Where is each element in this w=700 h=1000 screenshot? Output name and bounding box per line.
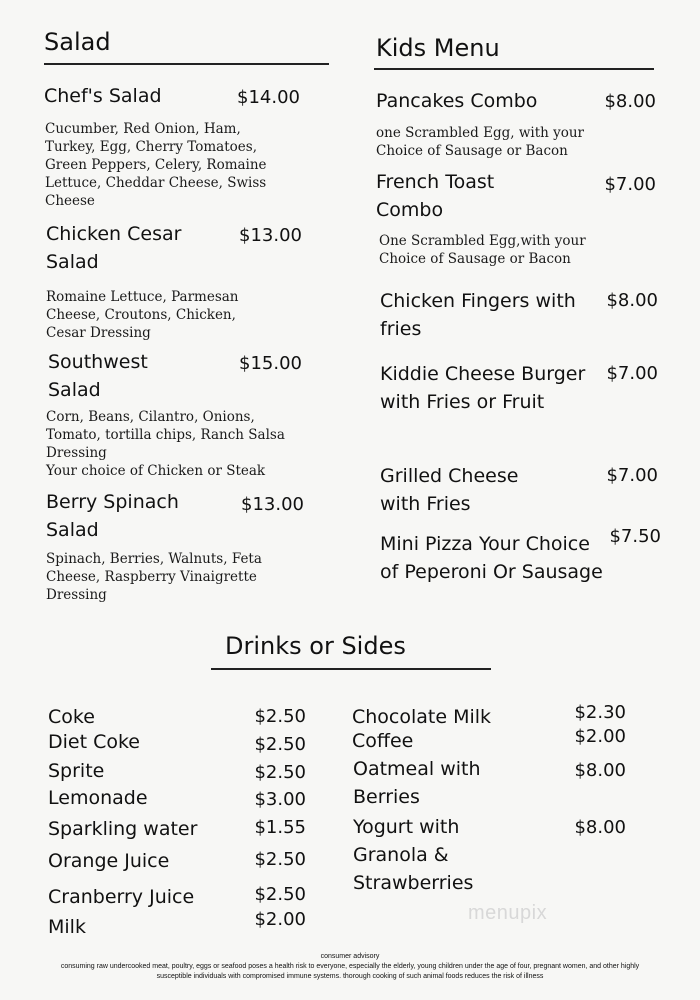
- mini-pizza-name: Mini Pizza Your Choice of Peperoni Or Sausage: [380, 533, 603, 583]
- drink-cranberry-juice-price: $2.50: [254, 884, 306, 905]
- drink-sprite-name: Sprite: [48, 760, 105, 782]
- drink-cranberry-juice-name: Cranberry Juice: [48, 886, 195, 908]
- side-coffee-price: $2.00: [574, 726, 626, 747]
- chicken-cesar-salad-price: $13.00: [239, 225, 302, 246]
- chefs-salad-price: $14.00: [237, 87, 300, 108]
- advisory-text: consuming raw undercooked meat, poultry, eggs or seafood poses a health risk to everyone, especially the elderly, young children under the age of four, pregnant women, and other highly susceptible individuals with compromised immune systems. thorough cooking of such animal foods reduces the risk of illness: [60, 963, 640, 980]
- french-toast-combo-name: French Toast Combo: [376, 171, 495, 221]
- drink-sparkling-water-name: Sparkling water: [48, 818, 198, 840]
- french-toast-combo-desc: One Scrambled Egg,with your Choice of Sausage or Bacon: [379, 233, 586, 267]
- chefs-salad-desc: Cucumber, Red Onion, Ham, Turkey, Egg, Cherry Tomatoes, Green Peppers, Celery, Romaine Lettuce, Cheddar Cheese, Swiss Cheese: [45, 121, 267, 209]
- southwest-salad-price: $15.00: [239, 353, 302, 374]
- chicken-fingers-price: $8.00: [606, 290, 658, 311]
- side-oatmeal-price: $8.00: [574, 760, 626, 781]
- drink-coke-name: Coke: [48, 706, 95, 728]
- side-coffee-name: Coffee: [352, 730, 414, 752]
- drink-diet-coke-name: Diet Coke: [48, 731, 140, 753]
- advisory-title: consumer advisory: [320, 953, 380, 960]
- drinks-title-rule: [211, 668, 491, 670]
- pancakes-combo-name: Pancakes Combo: [376, 90, 538, 112]
- southwest-salad-note: Your choice of Chicken or Steak: [46, 463, 266, 479]
- french-toast-combo-price: $7.00: [604, 174, 656, 195]
- chefs-salad-name: Chef's Salad: [44, 85, 162, 107]
- side-chocolate-milk-name: Chocolate Milk: [352, 706, 492, 728]
- southwest-salad-name: Southwest Salad: [48, 351, 148, 401]
- drink-coke-price: $2.50: [254, 706, 306, 727]
- drinks-section-title: Drinks or Sides: [225, 632, 406, 660]
- pancakes-combo-price: $8.00: [604, 91, 656, 112]
- kiddie-cheese-burger-name: Kiddie Cheese Burger with Fries or Fruit: [380, 363, 586, 413]
- kiddie-cheese-burger-price: $7.00: [606, 363, 658, 384]
- drink-orange-juice-price: $2.50: [254, 849, 306, 870]
- berry-spinach-salad-name: Berry Spinach Salad: [46, 491, 179, 541]
- drink-lemonade-price: $3.00: [254, 789, 306, 810]
- drink-sparkling-water-price: $1.55: [254, 817, 306, 838]
- berry-spinach-salad-price: $13.00: [241, 494, 304, 515]
- pancakes-combo-desc: one Scrambled Egg, with your Choice of Sausage or Bacon: [376, 125, 585, 159]
- drink-milk-price: $2.00: [254, 909, 306, 930]
- kids-menu-section-title: Kids Menu: [376, 34, 500, 62]
- salad-section-title: Salad: [44, 28, 111, 56]
- drink-milk-name: Milk: [48, 916, 86, 938]
- southwest-salad-desc: Corn, Beans, Cilantro, Onions, Tomato, tortilla chips, Ranch Salsa Dressing: [46, 409, 285, 461]
- grilled-cheese-price: $7.00: [606, 465, 658, 486]
- consumer-advisory: [60, 952, 640, 982]
- drink-diet-coke-price: $2.50: [254, 734, 306, 755]
- side-chocolate-milk-price: $2.30: [574, 702, 626, 723]
- menupix-watermark: menupix: [468, 902, 548, 924]
- salad-title-rule: [44, 63, 329, 65]
- grilled-cheese-name: Grilled Cheese with Fries: [380, 465, 519, 515]
- side-yogurt-name: Yogurt with Granola & Strawberries: [353, 816, 474, 894]
- drink-orange-juice-name: Orange Juice: [48, 850, 170, 872]
- kids-menu-title-rule: [374, 68, 654, 70]
- chicken-fingers-name: Chicken Fingers with fries: [380, 290, 576, 340]
- side-yogurt-price: $8.00: [574, 817, 626, 838]
- mini-pizza-price: $7.50: [609, 526, 661, 547]
- chicken-cesar-salad-desc: Romaine Lettuce, Parmesan Cheese, Croutons, Chicken, Cesar Dressing: [46, 289, 239, 341]
- side-oatmeal-name: Oatmeal with Berries: [353, 758, 481, 808]
- chicken-cesar-salad-name: Chicken Cesar Salad: [46, 223, 182, 273]
- drink-lemonade-name: Lemonade: [48, 787, 148, 809]
- berry-spinach-salad-desc: Spinach, Berries, Walnuts, Feta Cheese, Raspberry Vinaigrette Dressing: [46, 551, 262, 603]
- drink-sprite-price: $2.50: [254, 762, 306, 783]
